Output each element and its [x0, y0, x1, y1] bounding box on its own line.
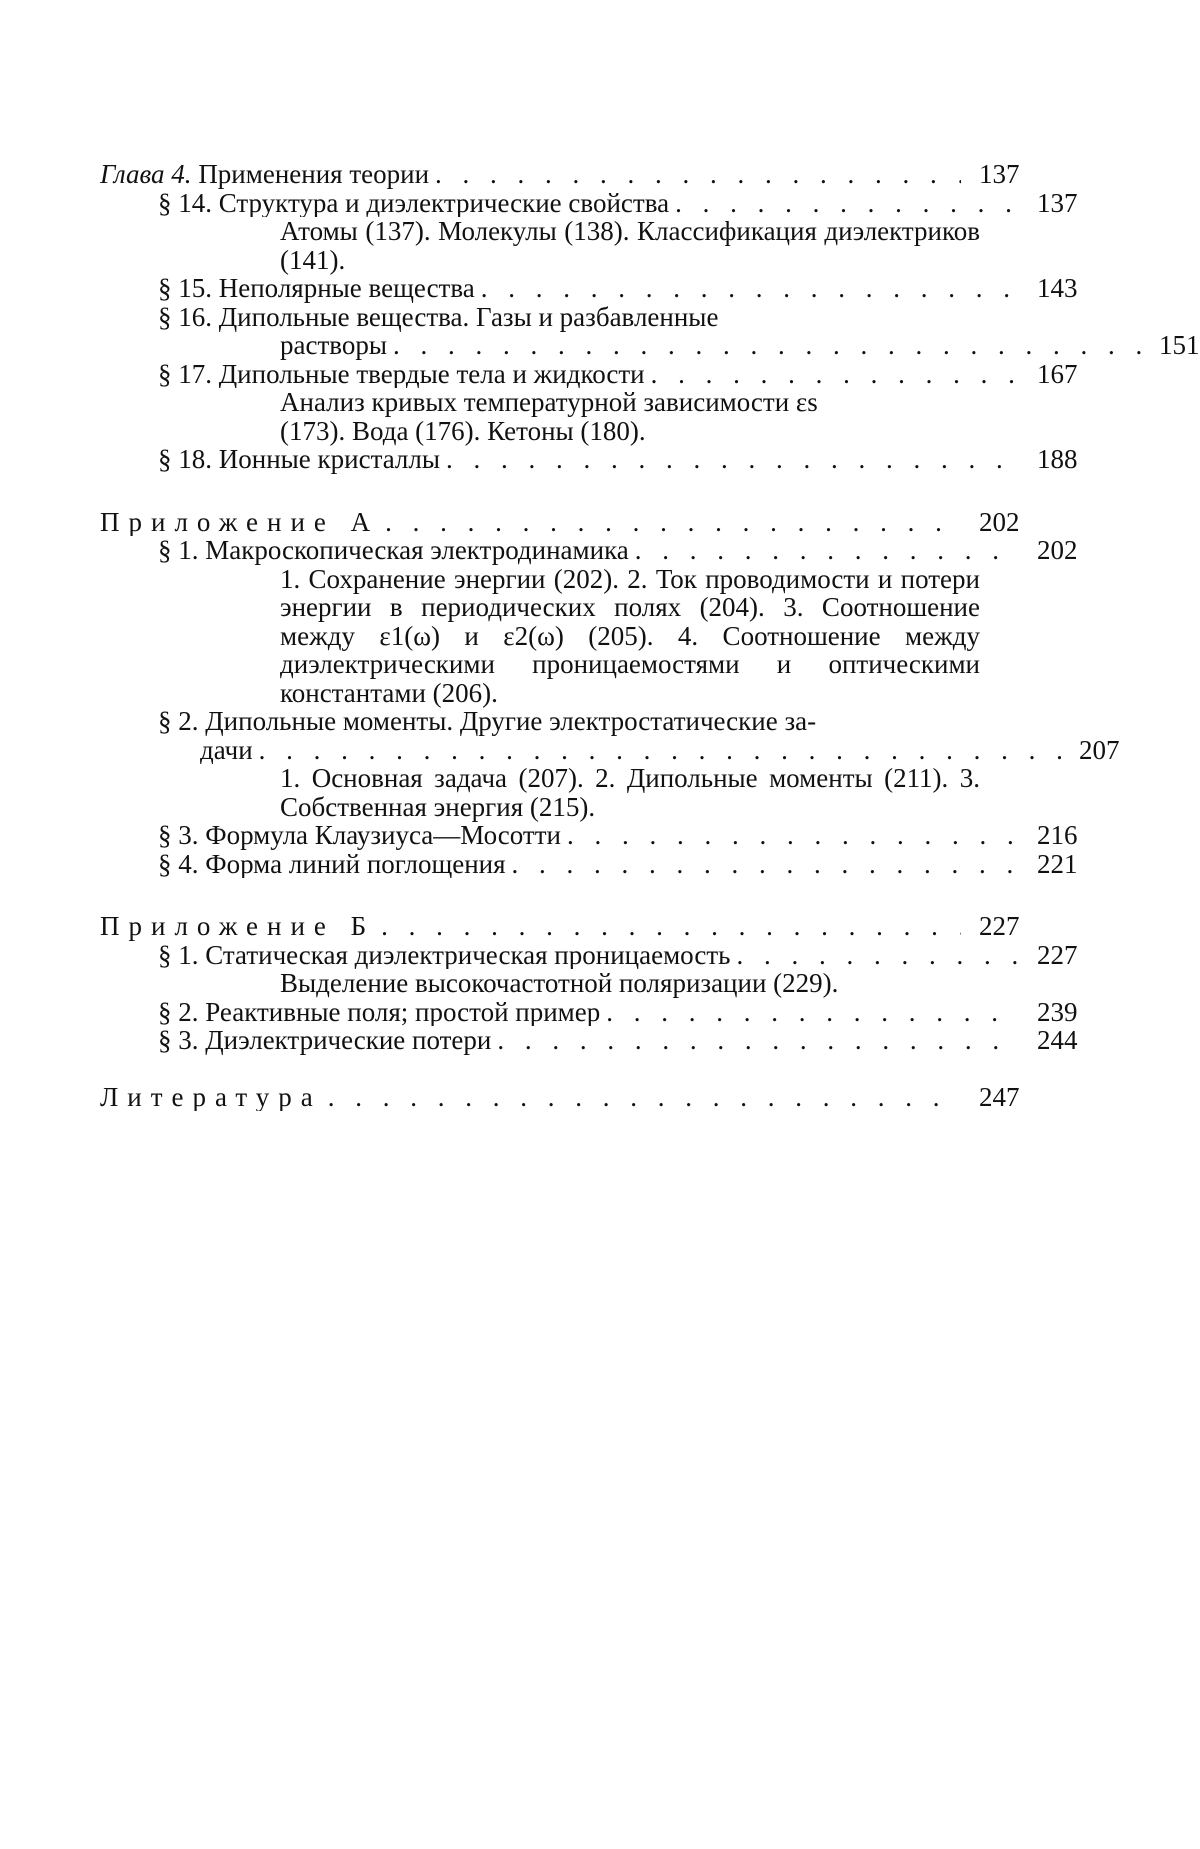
leader-dots — [675, 189, 1019, 218]
toc-appendix-b-section-1[interactable] — [100, 941, 1093, 970]
toc-appendix-a[interactable] — [100, 508, 1035, 537]
section-title: § 18. Ионные кристаллы — [158, 445, 441, 474]
subtopics-line: Анализ кривых температурной зависимости εs — [280, 387, 818, 417]
leader-dots — [381, 912, 961, 941]
section-title: § 3. Диэлектрические потери — [158, 1026, 492, 1055]
toc-appendix-b-section-2[interactable] — [100, 998, 1093, 1027]
toc-appendix-a-section-2-line1[interactable] — [100, 707, 1035, 736]
section-title: § 1. Статическая диэлектрическая проницаемость — [158, 940, 731, 969]
page-number: 227 — [979, 911, 1020, 941]
toc-appendix-a-section-3[interactable] — [100, 821, 1093, 850]
toc-section-15[interactable] — [100, 274, 1093, 303]
chapter-label: Глава 4. — [100, 160, 192, 189]
section-subtopics — [100, 388, 940, 445]
chapter-title: Применения теории — [198, 160, 430, 189]
section-subtopics: Выделение высокочастотной поляризации (229). — [280, 968, 839, 998]
page-number: 216 — [1037, 820, 1078, 850]
subtopics-line: (173). Вода (176). Кетоны (180). — [280, 415, 646, 446]
page-number: 167 — [1037, 358, 1078, 389]
section-title: § 16. Дипольные вещества. Газы и разбавленные — [158, 301, 719, 332]
toc-entry-lead — [158, 1026, 1037, 1055]
leader-dots — [512, 850, 1019, 879]
toc-appendix-b-section-3[interactable] — [100, 1026, 1093, 1055]
page-number: 151 — [1159, 330, 1200, 360]
section-title-continued: растворы — [280, 331, 387, 360]
toc-appendix-a-section-4[interactable] — [100, 850, 1093, 879]
toc-entry-lead — [158, 274, 1037, 303]
toc-section-17[interactable] — [100, 360, 1093, 389]
toc-entry-lead — [158, 998, 1037, 1027]
section-title: § 4. Форма линий поглощения — [158, 849, 506, 878]
leader-dots — [385, 508, 961, 537]
leader-dots — [393, 331, 1141, 360]
spacer — [100, 1055, 1035, 1083]
table-of-contents — [100, 159, 1200, 1112]
page-number: 221 — [1037, 848, 1078, 879]
page-number: 207 — [1079, 734, 1120, 765]
toc-appendix-b[interactable] — [100, 912, 1035, 941]
toc-entry-lead — [158, 941, 1037, 970]
toc-literature[interactable] — [100, 1083, 1035, 1112]
section-title: § 2. Реактивные поля; простой пример — [158, 997, 601, 1026]
section-title: § 15. Неполярные вещества — [158, 274, 475, 303]
leader-dots — [446, 445, 1019, 474]
leader-dots — [606, 998, 1019, 1027]
literature-title: Литература — [100, 1082, 322, 1111]
toc-entry-lead — [158, 850, 1037, 879]
toc-entry-lead — [200, 736, 1079, 765]
toc-entry-lead — [158, 360, 1037, 389]
spacer — [100, 878, 1035, 912]
section-title: § 3. Формула Клаузиуса—Мосотти — [158, 821, 561, 850]
toc-entry-lead — [100, 912, 979, 941]
toc-section-16[interactable] — [100, 331, 1200, 360]
toc-entry-lead — [100, 508, 979, 537]
leader-dots — [736, 941, 1019, 970]
toc-section-18[interactable] — [100, 445, 1093, 474]
spacer — [100, 474, 1035, 508]
section-subtopics: Атомы (137). Молекулы (138). Классификация диэлектриков (141). — [280, 216, 980, 275]
leader-dots — [328, 1083, 961, 1112]
page-number: 227 — [1037, 939, 1078, 970]
page-number: 202 — [1037, 535, 1078, 565]
toc-appendix-a-section-2[interactable] — [100, 736, 1135, 765]
page-number: 137 — [1037, 187, 1078, 218]
leader-dots — [567, 821, 1019, 850]
appendix-title: Приложение А — [100, 507, 380, 536]
section-title: § 1. Макроскопическая электродинамика — [158, 536, 629, 565]
section-title: § 14. Структура и диэлектрические свойства — [158, 188, 670, 217]
page-number: 137 — [979, 159, 1020, 189]
toc-section-14[interactable] — [100, 189, 1093, 218]
toc-entry-title — [100, 160, 429, 189]
page-number: 244 — [1037, 1025, 1078, 1055]
section-title: § 2. Дипольные моменты. Другие электростатические за- — [158, 706, 817, 736]
page-number: 247 — [979, 1081, 1020, 1112]
leader-dots — [259, 736, 1061, 765]
appendix-title: Приложение Б — [100, 912, 376, 941]
leader-dots — [635, 536, 1019, 565]
toc-entry-lead — [158, 536, 1037, 565]
toc-section-16-line1[interactable] — [100, 303, 1035, 332]
page-number: 143 — [1037, 273, 1078, 303]
section-title: § 17. Дипольные твердые тела и жидкости — [158, 359, 645, 388]
leader-dots — [481, 274, 1019, 303]
toc-chapter-4[interactable] — [100, 160, 1035, 189]
toc-entry-lead — [158, 445, 1037, 474]
page-number: 239 — [1037, 996, 1078, 1027]
section-subtopics: 1. Сохранение энергии (202). 2. Ток проводимости и потери энергии в периодических полях (204). 3. Соотношение между ε1(ω) и ε2(ω) (205). 4. Соотношение между диэлектрическими проницаемостями и оптическими константами (206). — [280, 563, 980, 708]
toc-entry-lead — [158, 821, 1037, 850]
page-number: 188 — [1037, 444, 1078, 474]
leader-dots — [435, 160, 961, 189]
toc-entry-lead — [158, 189, 1037, 218]
toc-entry-lead — [100, 1083, 979, 1112]
toc-entry-lead — [100, 160, 979, 189]
toc-appendix-a-section-1[interactable] — [100, 536, 1093, 565]
section-title-continued: дачи — [200, 735, 253, 764]
toc-entry-lead — [280, 331, 1159, 360]
section-subtopics: 1. Основная задача (207). 2. Дипольные моменты (211). 3. Собственная энергия (215). — [280, 763, 980, 822]
page-number: 202 — [979, 506, 1020, 537]
leader-dots — [497, 1026, 1019, 1055]
leader-dots — [651, 360, 1019, 389]
